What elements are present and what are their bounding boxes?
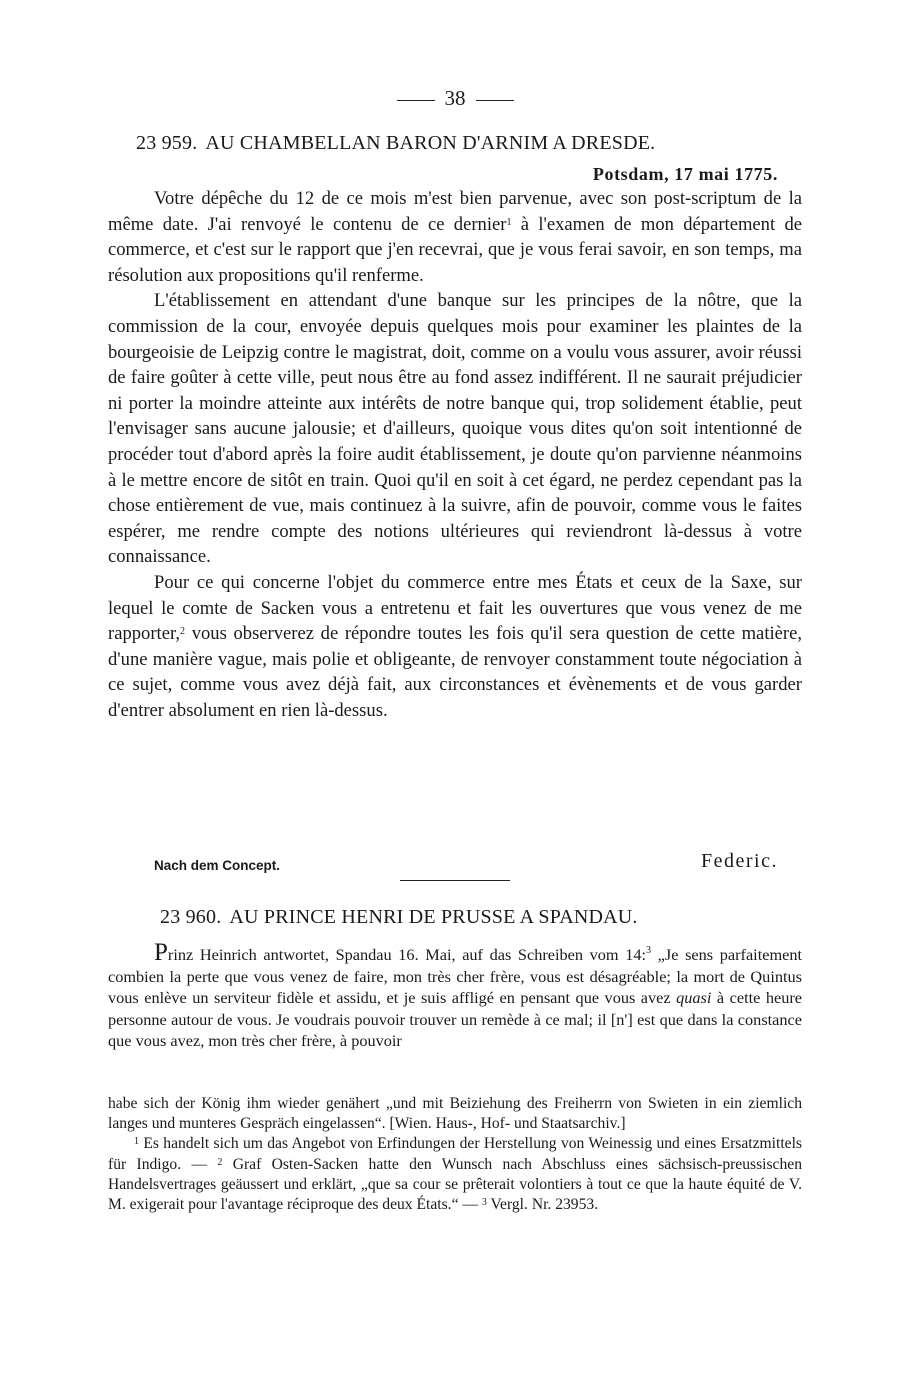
footnote-ref-1: 1 (506, 216, 512, 228)
page-number-text: 38 (444, 86, 466, 110)
section-divider (400, 880, 510, 881)
letter-1-paragraph-1-text-a: Votre dépêche du 12 de ce mois m'est bien parvenue, avec son post-scriptum de la même date. J'ai renvoyé le contenu de ce dernier (108, 188, 802, 235)
letter-1-paragraph-1 (108, 186, 802, 288)
page-number (108, 84, 802, 112)
letter-2-heading (160, 904, 830, 930)
footnotes (108, 1094, 802, 1215)
letter-2-intro-paragraph (108, 939, 802, 1052)
letter-1-paragraph-3 (108, 570, 802, 724)
footnote-list (108, 1134, 802, 1215)
letter-2-intro-text-a: rinz Heinrich antwortet, Spandau 16. Mai, auf das Schreiben vom 14: (167, 945, 647, 964)
letter-2-intro-text-c: à cette heure personne autour de vous. Je voudrais pouvoir trouver un remède à ce mal; il [n'] est que dans la constance que vous avez, mon très cher frère, à pouvoir (108, 988, 802, 1050)
letter-1-paragraph-1-text-b: à l'examen de mon département de commerce, et c'est sur le rapport que j'en recevrai, que je vous ferai savoir, en son temps, ma résolution aux propositions qu'il renferme. (108, 213, 802, 286)
letter-2-intro-text-b: „Je sens parfaitement combien la perte que vous venez de faire, mon très cher frère, vous est désagréable; la mort de Quintus vous enlève un serviteur fidèle et assidu, et je suis affligé en pensant que vous avez (108, 945, 802, 1007)
footnote-ref-3: 3 (646, 945, 652, 956)
letter-1-paragraph-3-text-b: vous observerez de répondre toutes les fois qu'il sera question de cette matière, d'une manière vague, mais polie et obligeante, de renvoyer constamment toute négociation à ce sujet, comme vous avez déjà fait, aux circonstances et évènements et de vous garder d'entrer absolument en rien là-dessus. (108, 623, 802, 721)
footnote-3-text: Vergl. Nr. 23953. (486, 1196, 599, 1214)
letter-2-title: AU PRINCE HENRI DE PRUSSE A SPANDAU. (229, 906, 638, 928)
letter-1-heading (136, 130, 806, 156)
letter-2-intro-italic: quasi (676, 988, 712, 1007)
letter-2-intro (108, 939, 802, 1052)
letter-1-body (108, 186, 802, 723)
letter-2-initial: P (154, 939, 168, 966)
footnote-1-mark: 1 (134, 1136, 139, 1148)
footnote-2-text: Graf Osten-Sacken hatte den Wunsch nach Abschluss eines sächsisch-preussischen Handelsvertrages geäussert und erklärt, „que sa cour se prêterait volontiers à tout ce que la haute équité de V. M. exigerait pour l'avantage réciproque des deux États.“ — (108, 1155, 802, 1214)
letter-1-signature: Federic. (701, 850, 778, 872)
letter-1-dateline: Potsdam, 17 mai 1775. (592, 164, 778, 184)
letter-1-title: AU CHAMBELLAN BARON D'ARNIM A DRESDE. (205, 132, 656, 154)
footnote-3-mark: 3 (481, 1197, 487, 1209)
page-number-dash-left (397, 100, 435, 101)
letter-1-source-note: Nach dem Concept. (154, 858, 281, 873)
letter-2-number: 23 960. (160, 906, 222, 928)
page-number-dash-right (476, 100, 514, 101)
letter-1-paragraph-2: L'établissement en attendant d'une banque sur les principes de la nôtre, que la commission de la cour, envoyée depuis quelques mois pour examiner les plaintes de la bourgeoisie de Leipzig contre le magistrat, doit, comme on a voulu vous assurer, avoir réussi de faire goûter à cette ville, peut nous être au fond assez indifférent. Il ne saurait préjudicier ni porter la moindre atteinte aux intérêts de notre banque qui, trop solidement établie, peut l'envisager sans aucune jalousie; et d'ailleurs, quoique vous dites qu'on soit intentionné de procéder tout d'abord après la foire audit établissement, je doute qu'on parvienne néanmoins à le mettre encore de sitôt en train. Quoi qu'il en soit à cet égard, ne perdez cependant pas la chose entièrement de vue, mais continuez à la suivre, afin de pouvoir, comme vous le faites espérer, me rendre compte des notions ultérieures qui reviendront là-dessus à votre connaissance. (108, 290, 802, 568)
letter-1-number: 23 959. (136, 132, 198, 154)
footnote-ref-2: 2 (180, 626, 186, 638)
footnote-1-text: Es handelt sich um das Angebot von Erfindungen der Herstellung von Weinessig und eines Ersatzmittels für Indigo. — (108, 1135, 802, 1173)
letter-1-paragraph-3-text-a: Pour ce qui concerne l'objet du commerce entre mes États et ceux de la Saxe, sur lequel le comte de Sacken vous a entretenu et fait les ouvertures que vous venez de me rapporter, (108, 571, 802, 645)
footnote-continuation: habe sich der König ihm wieder genähert „und mit Beiziehung des Freiherrn von Swieten in ein ziemlich langes und munteres Gespräch eingelassen“. [Wien. Haus-, Hof- und Staatsarchiv.] (108, 1095, 802, 1133)
footnote-2-mark: 2 (217, 1156, 223, 1168)
